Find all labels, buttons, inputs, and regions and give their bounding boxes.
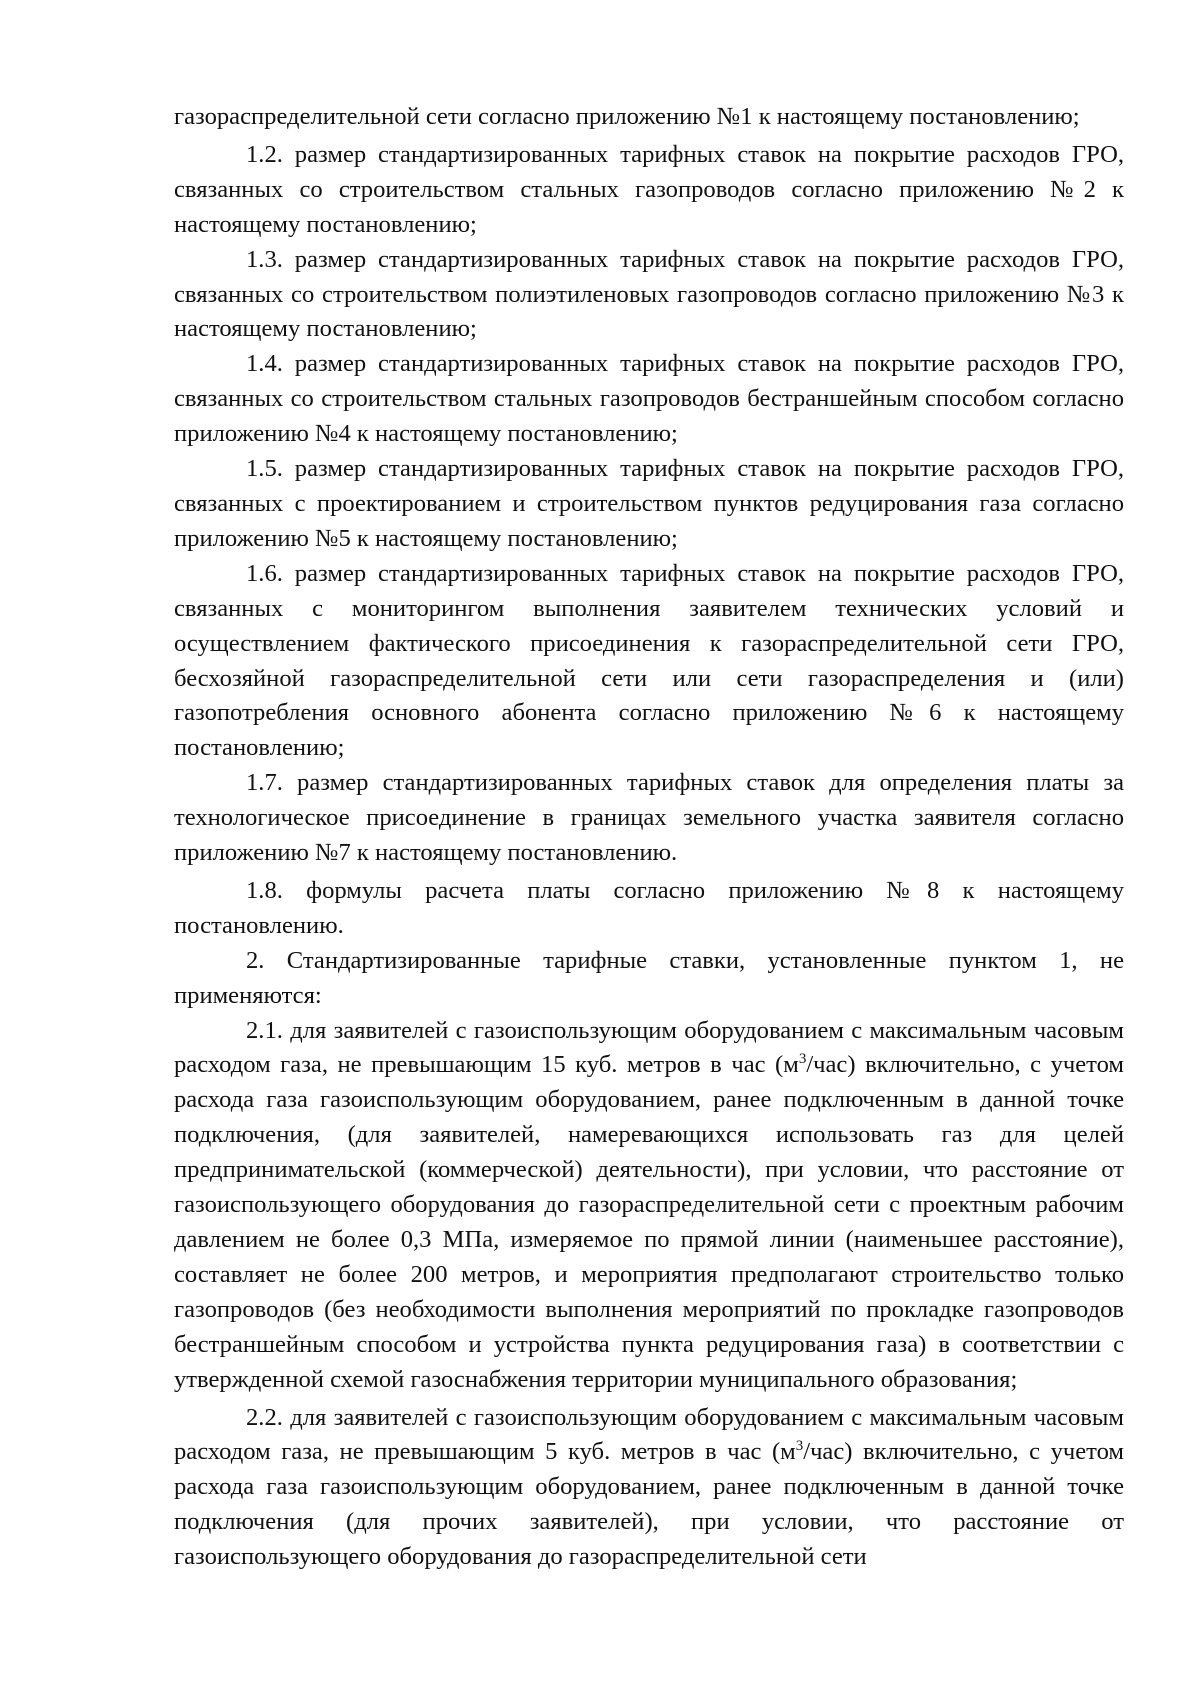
paragraph-2-1 — [174, 1014, 1124, 1398]
paragraph-1-5: 1.5. размер стандартизированных тарифных ставок на покрытие расходов ГРО, связанных с проектированием и строительством пунктов редуцирования газа согласно приложению №5 к настоящему постановлению; — [174, 455, 1124, 552]
superscript-3: 3 — [795, 1438, 804, 1455]
paragraph-1-6: 1.6. размер стандартизированных тарифных ставок на покрытие расходов ГРО, связанных с мониторингом выполнения заявителем технических условий и осуществлением фактического присоединения к газораспределительной сети ГРО, бесхозяйной газораспределительной сети или сети газораспределения и (или) газопотребления основного абонента согласно приложению №6 к настоящему постановлению; — [174, 559, 1124, 762]
superscript-3: 3 — [798, 1051, 807, 1068]
document-page — [174, 100, 1124, 1575]
paragraph-continuation: газораспределительной сети согласно приложению №1 к настоящему постановлению; — [174, 103, 1080, 130]
paragraph-2-1-text-start: 2.1. для заявителей с газоиспользующим оборудованием с максимальным часовым расходом газа, не превышающим 15 куб. метров в час (м — [174, 1016, 1124, 1079]
paragraph-2: 2. Стандартизированные тарифные ставки, установленные пунктом 1, не применяются: — [174, 946, 1124, 1009]
paragraph-1-7: 1.7. размер стандартизированных тарифных ставок для определения платы за технологическое присоединение в границах земельного участка заявителя согласно приложению №7 к настоящему постановлению. — [174, 769, 1124, 867]
paragraph-1-2: 1.2. размер стандартизированных тарифных ставок на покрытие расходов ГРО, связанных со строительством стальных газопроводов согласно приложению №2 к настоящему постановлению; — [174, 140, 1124, 238]
paragraph-2-2-text-start: 2.2. для заявителей с газоиспользующим оборудованием с максимальным часовым расходом газа, не превышающим 5 куб. метров в час (м — [174, 1403, 1124, 1466]
paragraph-1-3: 1.3. размер стандартизированных тарифных ставок на покрытие расходов ГРО, связанных со строительством полиэтиленовых газопроводов согласно приложению №3 к настоящему постановлению; — [174, 245, 1124, 343]
paragraph-2-1-text-end: /час) включительно, с учетом расхода газа газоиспользующим оборудованием, ранее подключенным в данной точке подключения, (для заявителей, намеревающихся использовать газ для целей предпринимательской (коммерческой) деятельности), при условии, что расстояние от газоиспользующего оборудования до газораспределительной сети с проектным рабочим давлением не более 0,3 МПа, измеряемое по прямой линии (наименьшее расстояние), составляет не более 200 метров, и мероприятия предполагают строительство только газопроводов (без необходимости выполнения мероприятий по прокладке газопроводов бестраншейным способом и устройства пункта редуцирования газа) в соответствии с утвержденной схемой газоснабжения территории муниципального образования; — [174, 1051, 1124, 1393]
paragraph-1-8: 1.8. формулы расчета платы согласно приложению №8 к настоящему постановлению. — [174, 876, 1124, 939]
paragraph-1-4: 1.4. размер стандартизированных тарифных ставок на покрытие расходов ГРО, связанных со строительством стальных газопроводов бестраншейным способом согласно приложению №4 к настоящему постановлению; — [174, 350, 1124, 448]
paragraph-2-2-text-end: /час) включительно, с учетом расхода газа газоиспользующим оборудованием, ранее подключенным в данной точке подключения (для прочих заявителей), при условии, что расстояние от газоиспользующего оборудования до газораспределительной сети — [174, 1438, 1124, 1571]
paragraph-2-2 — [174, 1401, 1124, 1576]
